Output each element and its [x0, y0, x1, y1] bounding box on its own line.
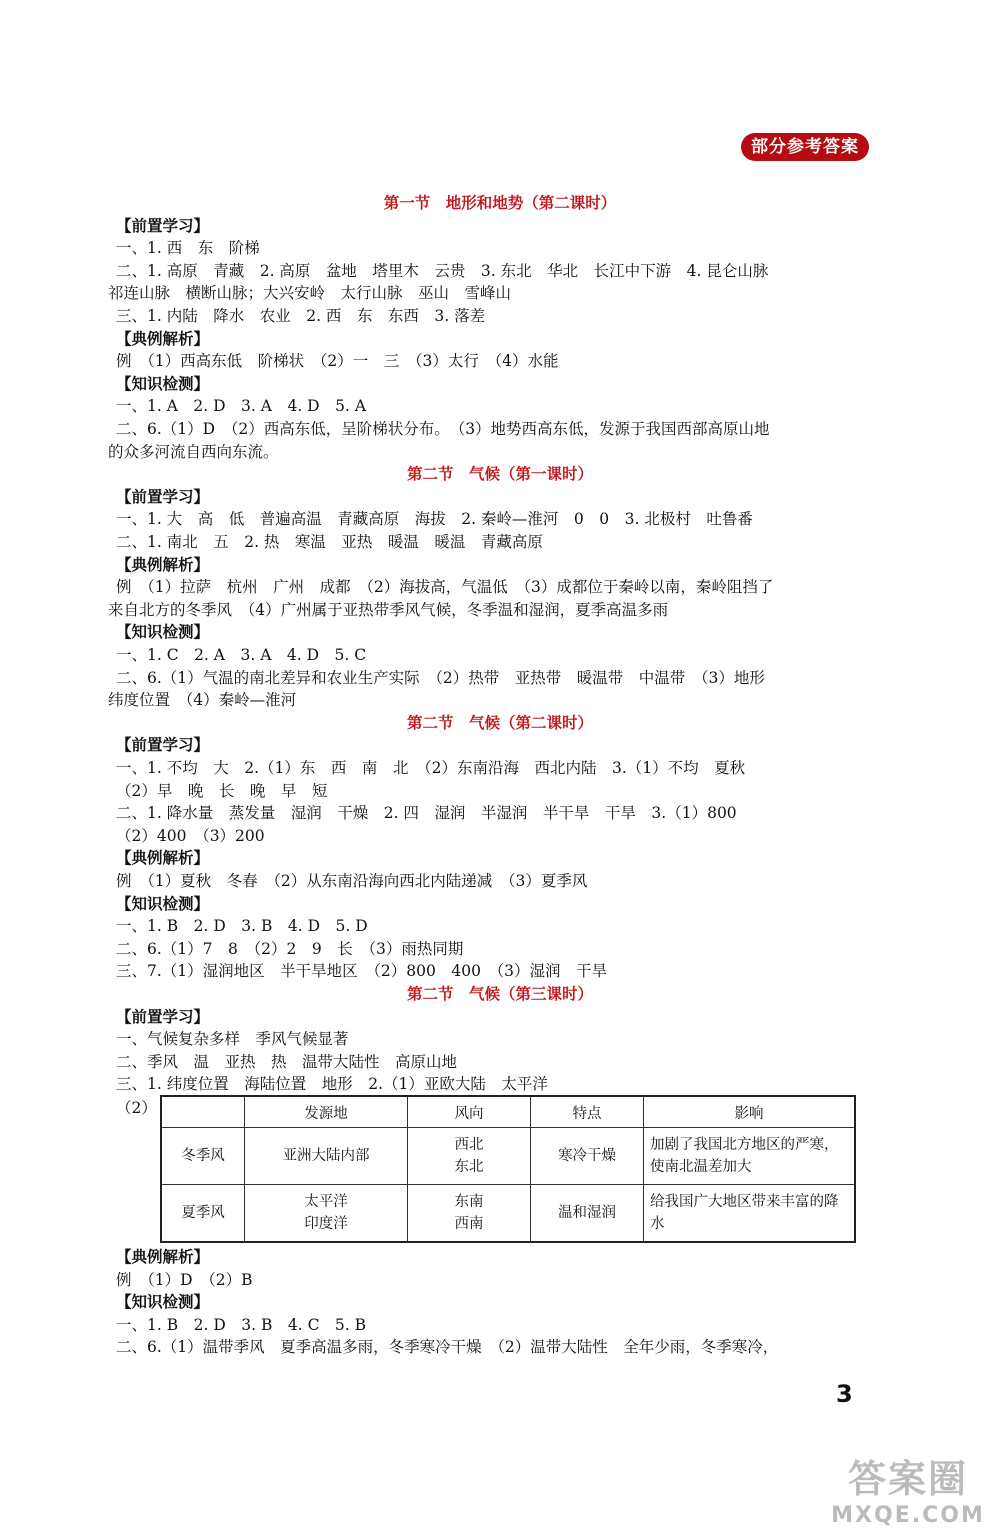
- row-direction: 西北 东北: [408, 1128, 531, 1185]
- subsection-heading: 【知识检测】: [116, 894, 210, 913]
- table-row: [161, 1128, 855, 1185]
- row-effect: 加剧了我国北方地区的严寒，使南北温差加大: [644, 1128, 856, 1185]
- header-cell: 影响: [644, 1096, 856, 1128]
- answer-line: 三、1. 内陆 降水 农业 2. 西 东 东西 3. 落差: [116, 307, 486, 325]
- row-effect: 给我国广大地区带来丰富的降水: [644, 1185, 856, 1243]
- answer-line: 例 （1）西高东低 阶梯状 （2）一 三 （3）太行 （4）水能: [116, 352, 559, 371]
- row-name: 夏季风: [161, 1185, 245, 1243]
- watermark-text: 答案圈: [847, 1457, 968, 1501]
- section-title: 第一节 地形和地势（第二课时）: [383, 194, 617, 212]
- subsection-heading: 【前置学习】: [116, 487, 210, 506]
- section-title: 第二节 气候（第一课时）: [406, 465, 593, 484]
- answer-line: 一、1. C 2. A 3. A 4. D 5. C: [116, 646, 367, 664]
- answer-line: 三、7.（1）湿润地区 半干旱地区 （2）800 400 （3）湿润 干旱: [116, 962, 608, 981]
- answer-key-banner: 部分参考答案: [741, 133, 869, 161]
- table-label: （2）: [116, 1099, 157, 1117]
- subsection-heading: 【前置学习】: [116, 216, 210, 235]
- watermark-url: MXQE.COM: [831, 1503, 985, 1528]
- answer-line-continued: 的众多河流自西向东流。: [108, 442, 279, 461]
- answer-line: 三、1. 纬度位置 海陆位置 地形 2.（1）亚欧大陆 太平洋: [116, 1075, 548, 1094]
- answer-line-continued: 祁连山脉 横断山脉；大兴安岭 太行山脉 巫山 雪峰山: [108, 284, 512, 303]
- header-cell: 发源地: [245, 1096, 408, 1128]
- answer-line: 二、季风 温 亚热 热 温带大陆性 高原山地: [116, 1052, 458, 1071]
- answer-line: （2）400 （3）200: [116, 826, 265, 845]
- answer-line: 一、1. A 2. D 3. A 4. D 5. A: [116, 397, 367, 416]
- row-direction: 东南 西南: [408, 1185, 531, 1243]
- subsection-heading: 【典例解析】: [116, 555, 210, 574]
- answer-line: 一、1. 大 高 低 普遍高温 青藏高原 海拔 2. 秦岭—淮河 0 0 3. 北极村 吐鲁番: [116, 510, 753, 529]
- answer-line: 二、6.（1）气温的南北差异和农业生产实际 （2）热带 亚热带 暖温带 中温带 （3）地形: [116, 668, 765, 687]
- answer-line: 二、1. 降水量 蒸发量 湿润 干燥 2. 四 湿润 半湿润 半干旱 干旱 3.（1）800: [116, 804, 737, 823]
- header-cell: [161, 1096, 245, 1128]
- answer-line: 二、6.（1）7 8 （2）2 9 长 （3）雨热同期: [116, 939, 464, 958]
- answer-line: 一、1. B 2. D 3. B 4. C 5. B: [116, 1315, 367, 1334]
- section-title: 第二节 气候（第三课时）: [406, 985, 593, 1003]
- row-source: 亚洲大陆内部: [245, 1128, 408, 1185]
- watermark-logo: [826, 1448, 990, 1528]
- subsection-heading: 【知识检测】: [116, 374, 210, 393]
- answer-line-continued: 来自北方的冬季风 （4）广州属于亚热带季风气候，冬季温和湿润，夏季高温多雨: [108, 600, 669, 619]
- answer-line: 二、1. 南北 五 2. 热 寒温 亚热 暖温 暖温 青藏高原: [116, 533, 543, 551]
- answer-line: （2）早 晚 长 晚 早 短: [116, 781, 328, 800]
- answer-line-continued: 纬度位置 （4）秦岭—淮河: [108, 691, 297, 710]
- answer-line: 一、1. 西 东 阶梯: [116, 239, 260, 258]
- answer-line: 二、6.（1）D （2）西高东低，呈阶梯状分布。 （3）地势西高东低，发源于我国西部高原山地: [116, 420, 770, 438]
- answer-line: 一、1. B 2. D 3. B 4. D 5. D: [116, 917, 368, 936]
- subsection-heading: 【前置学习】: [116, 1007, 210, 1026]
- answer-line: 一、1. 不均 大 2.（1）东 西 南 北 （2）东南沿海 西北内陆 3.（1）不均 夏秋: [116, 759, 746, 777]
- answer-line: 一、气候复杂多样 季风气候显著: [116, 1030, 349, 1049]
- row-feature: 温和湿润: [531, 1185, 644, 1243]
- answer-line: 例 （1）拉萨 杭州 广州 成都 （2）海拔高，气温低 （3）成都位于秦岭以南，秦岭阻挡了: [116, 578, 774, 597]
- subsection-heading: 【典例解析】: [116, 329, 210, 348]
- page-number: 3: [836, 1380, 853, 1408]
- header-cell: 风向: [408, 1096, 531, 1128]
- section-title: 第二节 气候（第二课时）: [406, 713, 593, 732]
- row-feature: 寒冷干燥: [531, 1128, 644, 1185]
- header-cell: 特点: [531, 1096, 644, 1128]
- row-source: 太平洋 印度洋: [245, 1185, 408, 1243]
- row-name: 冬季风: [161, 1128, 245, 1185]
- subsection-heading: 【典例解析】: [116, 1248, 210, 1266]
- subsection-heading: 【知识检测】: [116, 623, 210, 642]
- monsoon-table: [160, 1095, 856, 1243]
- answer-line: 例 （1）夏秋 冬春 （2）从东南沿海向西北内陆递减 （3）夏季风: [116, 872, 588, 890]
- subsection-heading: 【知识检测】: [116, 1293, 210, 1312]
- answer-line: 二、1. 高原 青藏 2. 高原 盆地 塔里木 云贵 3. 东北 华北 长江中下游 4. 昆仑山脉: [116, 261, 769, 280]
- answer-line: 二、6.（1）温带季风 夏季高温多雨，冬季寒冷干燥 （2）温带大陆性 全年少雨，冬季寒冷，: [116, 1338, 779, 1357]
- table-row: [161, 1185, 855, 1243]
- answer-line: 例 （1）D （2）B: [116, 1270, 253, 1289]
- subsection-heading: 【前置学习】: [116, 736, 210, 755]
- table-header-row: [161, 1096, 855, 1128]
- subsection-heading: 【典例解析】: [116, 849, 210, 868]
